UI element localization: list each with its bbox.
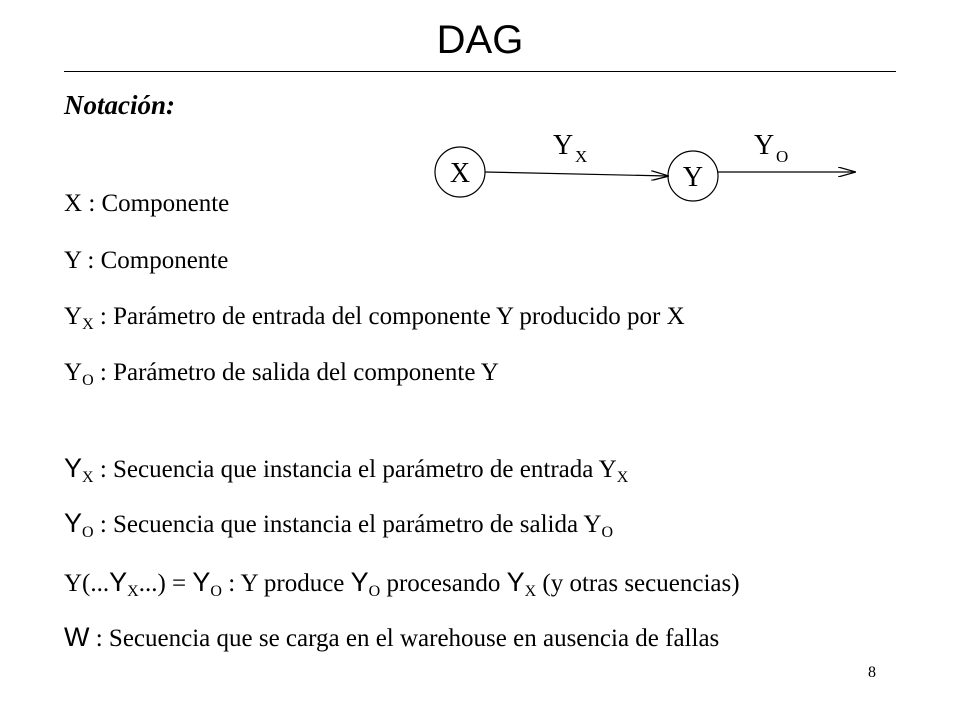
- edge-label-yo: Y: [754, 130, 775, 161]
- sequence-yx: $Y_X$ : Secuencia que instancia el parámetro de entrada $Y_X$: [64, 453, 629, 486]
- edge-x-to-y: [485, 172, 668, 176]
- definition-x: X : Componente: [64, 190, 230, 217]
- node-y-label: Y: [682, 162, 704, 193]
- slide-title: DAG: [436, 18, 524, 62]
- sequence-production-rule: $Y(...Y_X...) = Y_O$ : Y produce $Y_O$ procesando $Y_X$ (y otras secuencias): [64, 567, 740, 600]
- definition-y: Y : Componente: [64, 247, 229, 274]
- definition-yo: $Y_O$ : Parámetro de salida del componente Y: [64, 359, 499, 389]
- edge-label-yx: Y: [553, 130, 574, 161]
- sequence-w: W : Secuencia que se carga en el warehouse en ausencia de fallas: [64, 622, 720, 652]
- edge-label-yo-sub: O: [776, 147, 789, 166]
- notation-heading: Notación:: [64, 90, 175, 120]
- page-number: 8: [868, 664, 876, 681]
- node-x-label: X: [449, 158, 471, 189]
- sequence-yo: $Y_O$ : Secuencia que instancia el parámetro de salida $Y_O$: [64, 508, 614, 541]
- definition-yx: $Y_X$ : Parámetro de entrada del componente Y producido por X: [64, 303, 685, 333]
- edge-label-yx-sub: X: [575, 147, 588, 166]
